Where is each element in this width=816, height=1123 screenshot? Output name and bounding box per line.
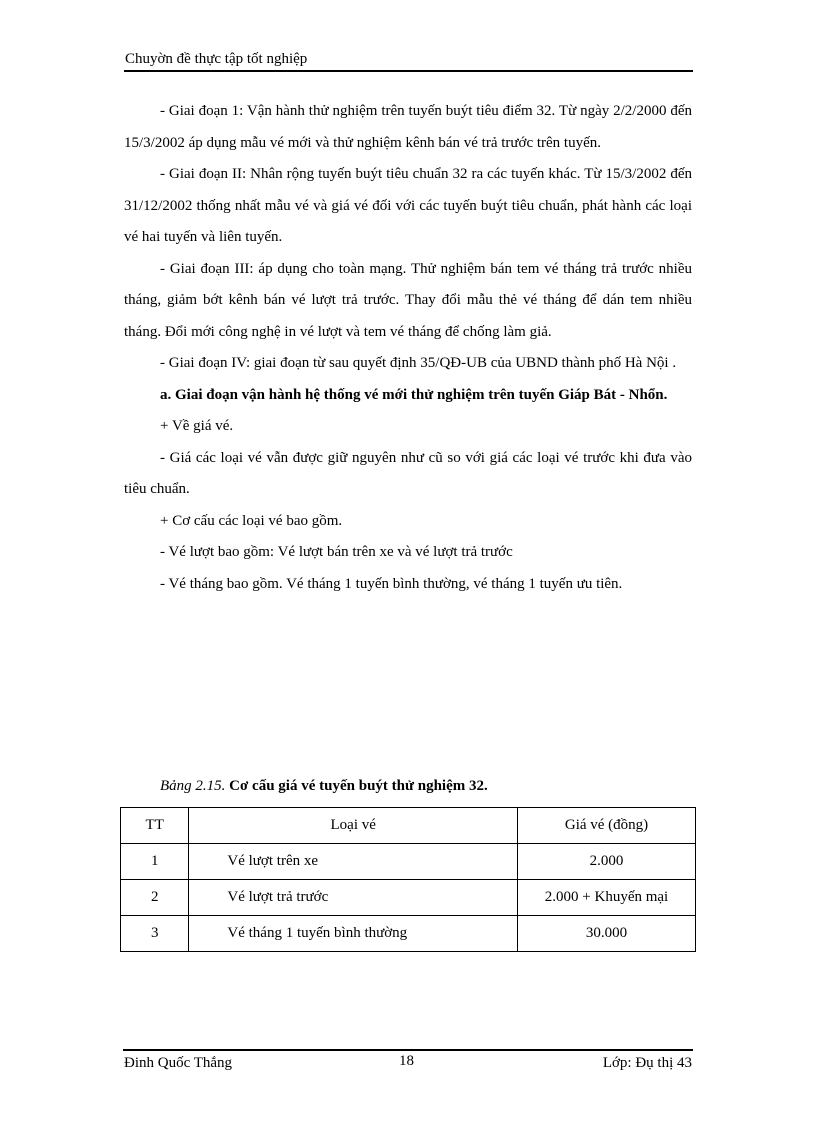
- cell-price: 2.000 + Khuyến mại: [518, 880, 696, 916]
- column-header-price: Giá vé (đồng): [518, 808, 696, 844]
- cell-tt: 2: [121, 880, 189, 916]
- paragraph: - Vé tháng bao gồm. Vé tháng 1 tuyến bình thường, vé tháng 1 tuyến ưu tiên.: [160, 575, 623, 592]
- table-caption: [160, 775, 488, 797]
- table-row: [121, 880, 696, 916]
- footer-class: Lớp: Đụ thị 43: [602, 1055, 692, 1071]
- paragraph: + Về giá vé.: [160, 418, 234, 434]
- paragraph: - Giai đoạn II: Nhân rộng tuyến buýt tiêu chuẩn 32 ra các tuyến khác. Từ 15/3/2002 đến 31/12/2002 thống nhất mẫu vé và giá vé đối với các tuyến buýt tiêu chuẩn, phát hành các loại vé hai tuyến và liên tuyến.: [124, 166, 692, 245]
- cell-tt: 3: [121, 916, 189, 952]
- footer-page-number: 18: [399, 1053, 414, 1069]
- table-row: [121, 844, 696, 880]
- page-header-title: Chuyờn đề thực tập tốt nghiệp: [125, 51, 308, 67]
- header-divider: [124, 70, 693, 72]
- cell-price: 2.000: [518, 844, 696, 880]
- paragraph: - Giai đoạn III: áp dụng cho toàn mạng. Thử nghiệm bán tem vé tháng trả trước nhiều tháng, giảm bớt kênh bán vé lượt trả trước. Thay đổi mẫu thẻ vé tháng để dán tem nhiều tháng. Đổi mới công nghệ in vé lượt và tem vé tháng để chống làm giả.: [124, 260, 692, 340]
- paragraph: + Cơ cấu các loại vé bao gồm.: [160, 512, 343, 529]
- paragraph: - Giá các loại vé vẫn được giữ nguyên như cũ so với giá các loại vé trước khi đưa vào tiêu chuẩn.: [124, 449, 692, 497]
- column-header-ticket-type: Loại vé: [189, 808, 518, 844]
- footer-author: Đinh Quốc Thắng: [124, 1055, 233, 1071]
- section-heading: a. Giai đoạn vận hành hệ thống vé mới thử nghiệm trên tuyến Giáp Bát - Nhổn.: [160, 386, 668, 403]
- cell-ticket-type: Vé lượt trên xe: [189, 844, 518, 880]
- table-caption-label: Bảng 2.15.: [160, 778, 226, 794]
- cell-tt: 1: [121, 844, 189, 880]
- column-header-tt: TT: [121, 808, 189, 844]
- paragraph: - Vé lượt bao gồm: Vé lượt bán trên xe và vé lượt trả trước: [160, 544, 513, 560]
- table-row: [121, 916, 696, 952]
- table-caption-title: Cơ cấu giá vé tuyến buýt thử nghiệm 32.: [229, 778, 488, 794]
- body-text: [124, 96, 692, 600]
- cell-ticket-type: Vé tháng 1 tuyến bình thường: [189, 916, 518, 952]
- ticket-price-table: [120, 807, 696, 952]
- paragraph: - Giai đoạn IV: giai đoạn từ sau quyết định 35/QĐ-UB của UBND thành phố Hà Nội .: [160, 355, 677, 371]
- footer-divider: [123, 1049, 693, 1051]
- table-header-row: [121, 808, 696, 844]
- cell-price: 30.000: [518, 916, 696, 952]
- cell-ticket-type: Vé lượt trả trước: [189, 880, 518, 916]
- paragraph: - Giai đoạn 1: Vận hành thử nghiệm trên tuyến buýt tiêu điểm 32. Từ ngày 2/2/2000 đến 15/3/2002 áp dụng mẫu vé mới và thử nghiệm kênh bán vé trả trước trên tuyến.: [124, 103, 692, 151]
